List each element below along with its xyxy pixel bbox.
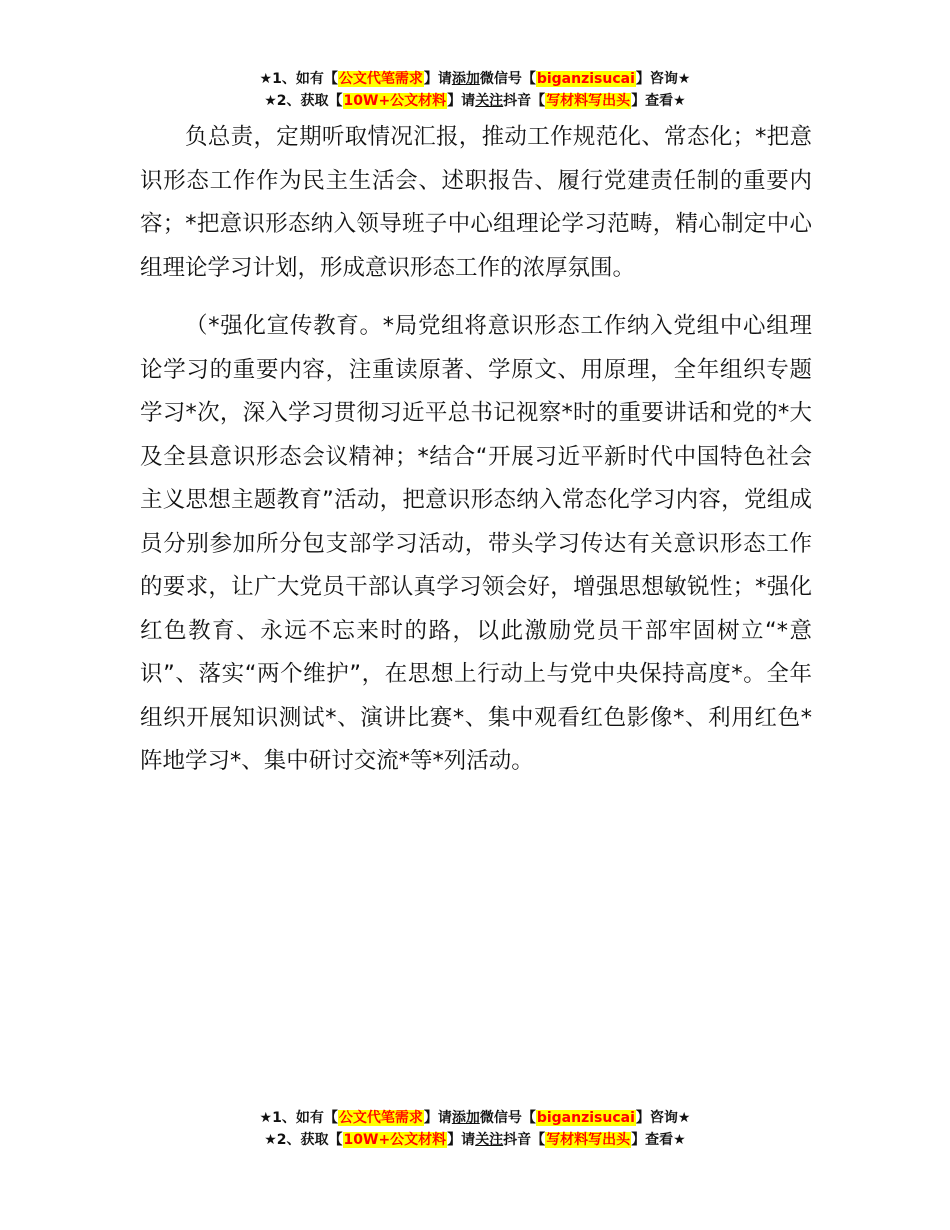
footer-line-1-highlight-wechat: biganzisucai bbox=[536, 1110, 635, 1126]
footer-banner-line-1 bbox=[0, 1107, 950, 1129]
footer-line-1-prefix: ★1、如有【 bbox=[259, 1110, 338, 1126]
footer-line-2-highlight-materials: 10W+公文材料 bbox=[343, 1132, 447, 1148]
document-body bbox=[140, 116, 812, 784]
footer-line-1-middle-2: 微信号【 bbox=[479, 1110, 536, 1126]
body-paragraph-1: 负总责，定期听取情况汇报，推动工作规范化、常态化；*把意识形态工作作为民主生活会、述职报告、履行党建责任制的重要内容；*把意识形态纳入领导班子中心组理论学习范畴，精心制定中心组理论学习计划，形成意识形态工作的浓厚氛围。 bbox=[140, 124, 812, 281]
banner-line-1-highlight-service: 公文代笔需求 bbox=[338, 71, 423, 87]
banner-line-1-middle: 】请 bbox=[423, 71, 452, 87]
footer-line-1-middle: 】请 bbox=[423, 1110, 452, 1126]
banner-line-1-suffix: 】咨询★ bbox=[635, 71, 691, 87]
footer-line-1-highlight-service: 公文代笔需求 bbox=[338, 1110, 423, 1126]
footer-line-1-underlined: 添加 bbox=[451, 1110, 480, 1126]
footer-line-2-underlined: 关注 bbox=[475, 1132, 504, 1148]
banner-line-1 bbox=[0, 68, 950, 90]
banner-line-2-middle: 】请 bbox=[447, 93, 476, 109]
footer-line-2-middle-2: 抖音【 bbox=[503, 1132, 546, 1148]
banner-line-2-prefix: ★2、获取【 bbox=[264, 93, 343, 109]
banner-line-2 bbox=[0, 90, 950, 112]
footer-banner-line-2 bbox=[0, 1129, 950, 1151]
header-banner bbox=[0, 68, 950, 112]
banner-line-1-middle-2: 微信号【 bbox=[479, 71, 536, 87]
banner-line-1-highlight-wechat: biganzisucai bbox=[536, 71, 635, 87]
footer-line-2-middle: 】请 bbox=[447, 1132, 476, 1148]
banner-line-2-middle-2: 抖音【 bbox=[503, 93, 546, 109]
footer-line-2-prefix: ★2、获取【 bbox=[264, 1132, 343, 1148]
banner-line-2-highlight-douyin: 写材料写出头 bbox=[546, 93, 631, 109]
footer-banner bbox=[0, 1107, 950, 1151]
banner-line-1-underlined: 添加 bbox=[451, 71, 480, 87]
banner-line-2-highlight-materials: 10W+公文材料 bbox=[343, 93, 447, 109]
banner-line-2-suffix: 】查看★ bbox=[631, 93, 686, 109]
banner-line-1-prefix: ★1、如有【 bbox=[259, 71, 338, 87]
footer-line-1-suffix: 】咨询★ bbox=[635, 1110, 691, 1126]
footer-line-2-suffix: 】查看★ bbox=[631, 1132, 686, 1148]
body-paragraph-2: （*强化宣传教育。*局党组将意识形态工作纳入党组中心组理论学习的重要内容，注重读原著、学原文、用原理，全年组织专题学习*次，深入学习贯彻习近平总书记视察*时的重要讲话和党的*大及全县意识形态会议精神；*结合“开展习近平新时代中国特色社会主义思想主题教育”活动，把意识形态纳入常态化学习内容，党组成员分别参加所分包支部学习活动，带头学习传达有关意识形态工作的要求，让广大党员干部认真学习领会好，增强思想敏锐性；*强化红色教育、永远不忘来时的路，以此激励党员干部牢固树立“*意识”、落实“两个维护”，在思想上行动上与党中央保持高度*。全年组织开展知识测试*、演讲比赛*、集中观看红色影像*、利用红色*阵地学习*、集中研讨交流*等*列活动。 bbox=[140, 313, 812, 774]
banner-line-2-underlined: 关注 bbox=[475, 93, 504, 109]
footer-line-2-highlight-douyin: 写材料写出头 bbox=[546, 1132, 631, 1148]
